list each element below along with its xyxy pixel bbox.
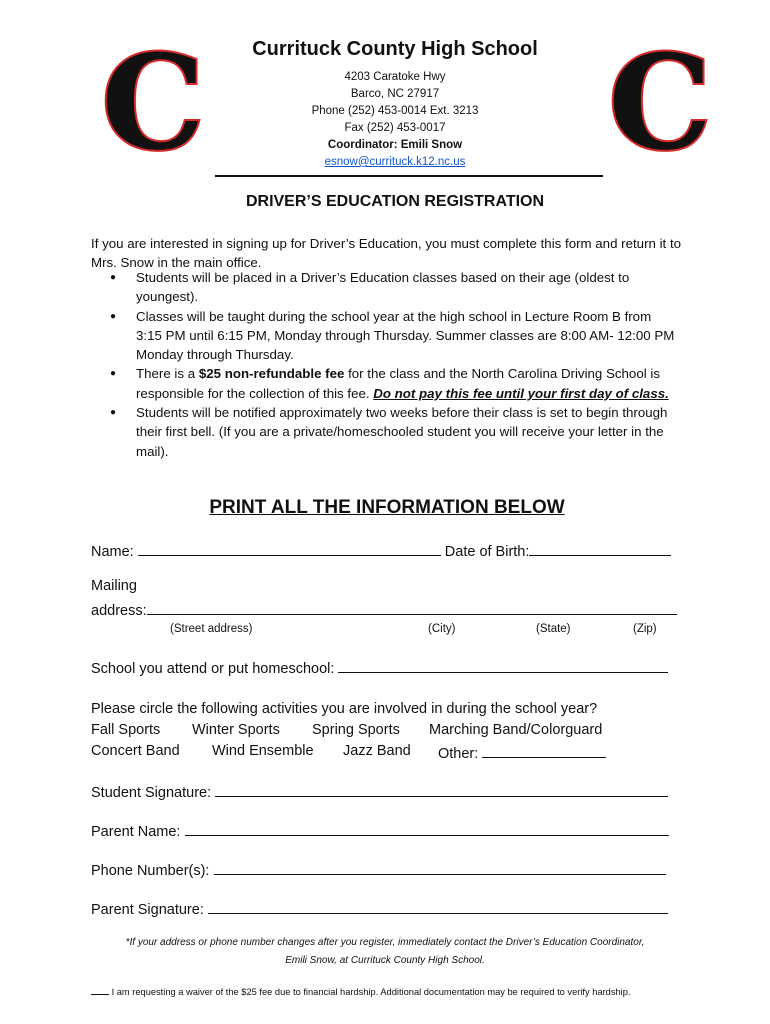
header-divider [215, 175, 603, 177]
address-change-note: *If your address or phone number changes after you register, immediately contact the Driver’s Education Coordinator, Emili Snow, at Currituck County High School. [125, 937, 645, 966]
activities-row-1 [91, 722, 691, 742]
parent-signature-label: Parent Signature: [91, 902, 204, 918]
fax-line: Fax (252) 453-0017 [344, 122, 446, 134]
activity-jazz-band[interactable]: Jazz Band [343, 743, 411, 759]
email-link[interactable]: esnow@currituck.k12.nc.us [324, 156, 466, 168]
mailing-row [91, 600, 677, 619]
student-signature-field[interactable] [215, 782, 668, 797]
waiver-text: I am requesting a waiver of the $25 fee due to financial hardship. Additional documentation may be required to verify hardship. [111, 987, 631, 997]
parent-signature-field[interactable] [208, 899, 668, 914]
school-name: Currituck County High School [252, 38, 538, 60]
activities-row-2 [91, 743, 691, 763]
intro-paragraph: If you are interested in signing up for Driver’s Education, you must complete this form and return it to Mrs. Snow in the main office. [91, 236, 682, 270]
activity-concert-band[interactable]: Concert Band [91, 743, 180, 759]
activity-winter-sports[interactable]: Winter Sports [192, 722, 280, 738]
parent-signature-row [91, 899, 668, 918]
waiver-checkbox-line[interactable] [91, 984, 109, 995]
school-label: School you attend or put homeschool: [91, 661, 335, 677]
street-caption: (Street address) [170, 623, 253, 635]
logo-letter: C [101, 40, 205, 160]
info-list [110, 268, 680, 461]
fee-warning: Do not pay this fee until your first day of class. [373, 385, 669, 401]
list-item: ● There is a $25 non-refundable fee for the class and the North Carolina Driving School is responsible for the collection of this fee. Do not pay this fee until your first day of class. [110, 364, 680, 403]
phone-line: Phone (252) 453-0014 Ext. 3213 [311, 105, 479, 117]
school-row [91, 658, 668, 677]
other-activity-field[interactable] [482, 743, 606, 758]
letterhead [0, 38, 770, 171]
dob-field[interactable] [529, 541, 671, 556]
school-field[interactable] [338, 658, 668, 673]
state-caption: (State) [536, 623, 571, 635]
name-field[interactable] [138, 541, 441, 556]
list-item: ● Students will be notified approximately two weeks before their class is set to begin through their first bell. (If you are a private/homeschooled student you will receive your letter in the mail). [110, 403, 680, 461]
parent-name-label: Parent Name: [91, 824, 181, 840]
parent-name-row [91, 821, 669, 840]
phone-label: Phone Number(s): [91, 863, 210, 879]
dob-label: Date of Birth: [444, 544, 530, 560]
activity-marching-band[interactable]: Marching Band/Colorguard [429, 722, 603, 738]
mailing-label-1: Mailing [91, 578, 137, 594]
parent-name-field[interactable] [185, 821, 669, 836]
student-signature-label: Student Signature: [91, 785, 212, 801]
phone-row [91, 860, 666, 879]
activity-fall-sports[interactable]: Fall Sports [91, 722, 161, 738]
student-signature-row [91, 782, 668, 801]
activity-wind-ensemble[interactable]: Wind Ensemble [212, 743, 314, 759]
name-row [91, 541, 671, 560]
address-line-1: 4203 Caratoke Hwy [344, 71, 446, 83]
mailing-address-field[interactable] [147, 600, 677, 615]
list-item: ● Students will be placed in a Driver’s Education classes based on their age (oldest to youngest). [110, 268, 680, 307]
activity-other[interactable]: Other: [438, 743, 606, 762]
address-line-2: Barco, NC 27917 [350, 88, 440, 100]
waiver-row [91, 984, 630, 997]
form-title: DRIVER’S EDUCATION REGISTRATION [245, 193, 545, 210]
activities-prompt: Please circle the following activities you are involved in during the school year? [91, 701, 598, 717]
logo-letter: C [608, 40, 712, 160]
name-label: Name: [91, 544, 134, 560]
phone-field[interactable] [214, 860, 666, 875]
mailing-label-2: address: [91, 603, 147, 619]
section-heading: PRINT ALL THE INFORMATION BELOW [209, 497, 565, 518]
city-caption: (City) [428, 623, 456, 635]
activity-spring-sports[interactable]: Spring Sports [312, 722, 400, 738]
list-item: ● Classes will be taught during the school year at the high school in Lecture Room B from 3:15 PM until 6:15 PM, Monday through Thursday. Summer classes are 8:00 AM- 12:00 PM Monday through Thursday. [110, 307, 680, 365]
coordinator-line: Coordinator: Emili Snow [327, 139, 463, 151]
zip-caption: (Zip) [633, 623, 657, 635]
